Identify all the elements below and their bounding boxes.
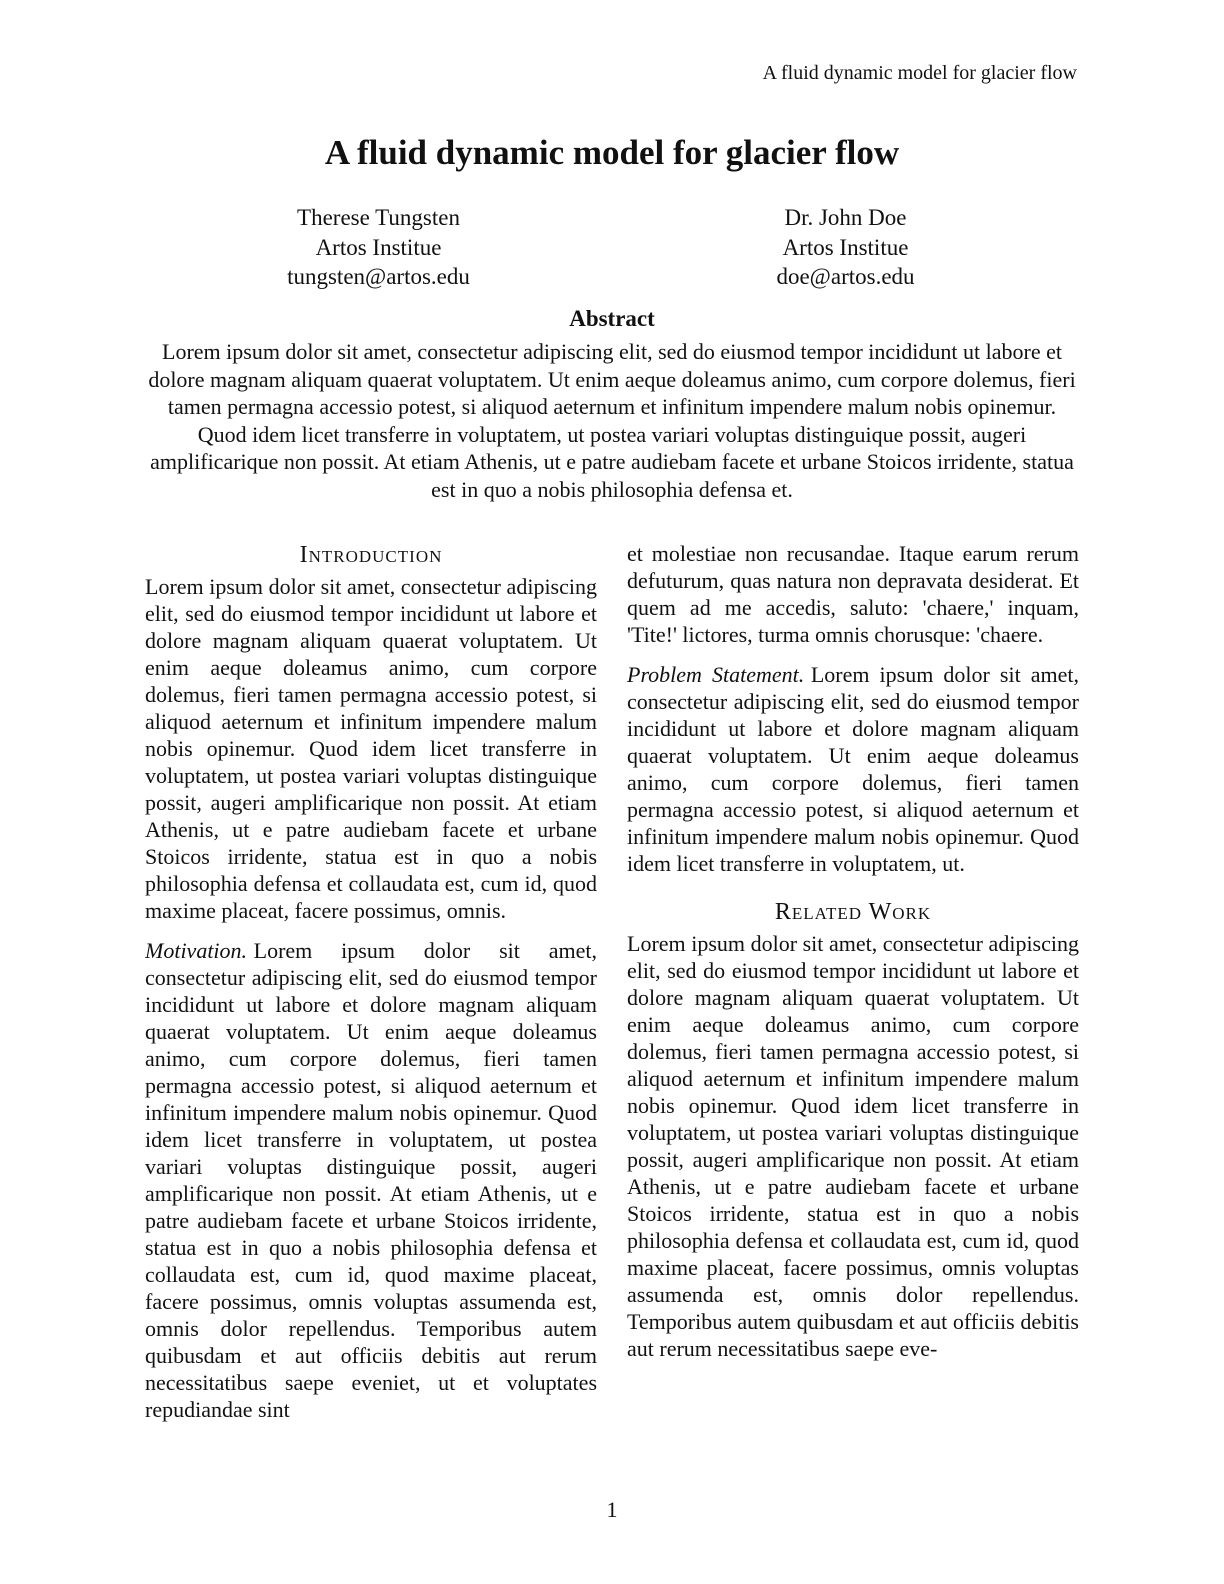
paragraph-motivation-text: Lorem ipsum dolor sit amet, consectetur adipiscing elit, sed do eiusmod tempor incididunt ut labore et dolore magnam aliquam quaerat voluptatem. Ut enim aeque doleamus animo, cum corpore dolemus, fieri tamen permagna accessio potest, si aliquod aeternum et infinitum impendere malum nobis opinemur. Quod idem licet transferre in voluptatem, ut postea variari voluptas distinguique possit, augeri amplificarique non possit. At etiam Athenis, ut e patre audiebam facete et urbane Stoicos irridente, statua est in quo a nobis philosophia defensa et collaudata est, cum id, quod maxime placeat, facere possimus, omnis voluptas assumenda est, omnis dolor repellendus. Temporibus autem quibusdam et aut officiis debitis aut rerum necessitatibus saepe eveniet, ut et voluptates repudiandae sint bbox=[145, 938, 597, 1422]
author-affiliation: Artos Institue bbox=[782, 234, 909, 260]
author-email: doe@artos.edu bbox=[776, 264, 915, 289]
author-affiliation: Artos Institue bbox=[315, 234, 442, 260]
author-name: Therese Tungsten bbox=[297, 205, 460, 230]
paragraph-motivation-continued: et molestiae non recusandae. Itaque earum rerum defuturum, quas natura non depravata desiderat. Et quem ad me accedis, saluto: 'chaere,' inquam, 'Tite!' lictores, turma omnis chorusque: 'chaere. bbox=[627, 541, 1079, 647]
section-heading-related-work: Related Work bbox=[774, 899, 932, 925]
author-email: tungsten@artos.edu bbox=[287, 264, 470, 289]
section-heading-introduction: Introduction bbox=[299, 542, 443, 568]
paragraph-lead-problem-statement: Problem Statement. bbox=[627, 662, 805, 687]
abstract-text: Lorem ipsum dolor sit amet, consectetur adipiscing elit, sed do eiusmod tempor incididunt ut labore et dolore magnam aliquam quaerat voluptatem. Ut enim aeque doleamus animo, cum corpore dolemus, fieri tamen permagna accessio potest, si aliquod aeternum et infinitum impendere malum nobis opinemur. Quod idem licet transferre in voluptatem, ut postea variari voluptas distinguique possit, augeri amplificarique non possit. At etiam Athenis, ut e patre audiebam facete et urbane Stoicos irridente, statua est in quo a nobis philosophia defensa et. bbox=[148, 339, 1076, 502]
author-block-2 bbox=[612, 203, 1079, 292]
paragraph-problem-statement-text: Lorem ipsum dolor sit amet, consectetur adipiscing elit, sed do eiusmod tempor incididunt ut labore et dolore magnam aliquam quaerat voluptatem. Ut enim aeque doleamus animo, cum corpore dolemus, fieri tamen permagna accessio potest, si aliquod aeternum et infinitum impendere malum nobis opinemur. Quod idem licet transferre in voluptatem, ut. bbox=[627, 662, 1079, 876]
column-right bbox=[627, 540, 1079, 1445]
paragraph-motivation bbox=[145, 937, 597, 1423]
column-left bbox=[145, 540, 597, 1445]
paragraph-problem-statement bbox=[627, 661, 1079, 877]
author-block-1 bbox=[145, 203, 612, 292]
abstract-heading: Abstract bbox=[569, 306, 655, 331]
running-header: A fluid dynamic model for glacier flow bbox=[762, 62, 1077, 84]
paragraph-related-work: Lorem ipsum dolor sit amet, consectetur adipiscing elit, sed do eiusmod tempor incididunt ut labore et dolore magnam aliquam quaerat voluptatem. Ut enim aeque doleamus animo, cum corpore dolemus, fieri tamen permagna accessio potest, si aliquod aeternum et infinitum impendere malum nobis opinemur. Quod idem licet transferre in voluptatem, ut postea variari voluptas distinguique possit, augeri amplificarique non possit. At etiam Athenis, ut e patre audiebam facete et urbane Stoicos irridente, statua est in quo a nobis philosophia defensa et collaudata est, cum id, quod maxime placeat, facere possimus, omnis voluptas assumenda est, omnis dolor repellendus. Temporibus autem quibusdam et aut officiis debitis aut rerum necessitatibus saepe eve- bbox=[627, 931, 1079, 1361]
author-name: Dr. John Doe bbox=[784, 205, 907, 230]
page-number: 1 bbox=[606, 1497, 618, 1522]
paragraph-introduction: Lorem ipsum dolor sit amet, consectetur adipiscing elit, sed do eiusmod tempor incididunt ut labore et dolore magnam aliquam quaerat voluptatem. Ut enim aeque doleamus animo, cum corpore dolemus, fieri tamen permagna accessio potest, si aliquod aeternum et infinitum impendere malum nobis opinemur. Quod idem licet transferre in voluptatem, ut postea variari voluptas distinguique possit, augeri amplificarique non possit. At etiam Athenis, ut e patre audiebam facete et urbane Stoicos irridente, statua est in quo a nobis philosophia defensa et collaudata est, cum id, quod maxime placeat, facere possimus, omnis. bbox=[145, 574, 597, 923]
body-columns bbox=[145, 540, 1079, 1445]
author-list bbox=[145, 203, 1079, 292]
paper-title: A fluid dynamic model for glacier flow bbox=[324, 133, 900, 172]
paragraph-lead-motivation: Motivation. bbox=[145, 938, 248, 963]
